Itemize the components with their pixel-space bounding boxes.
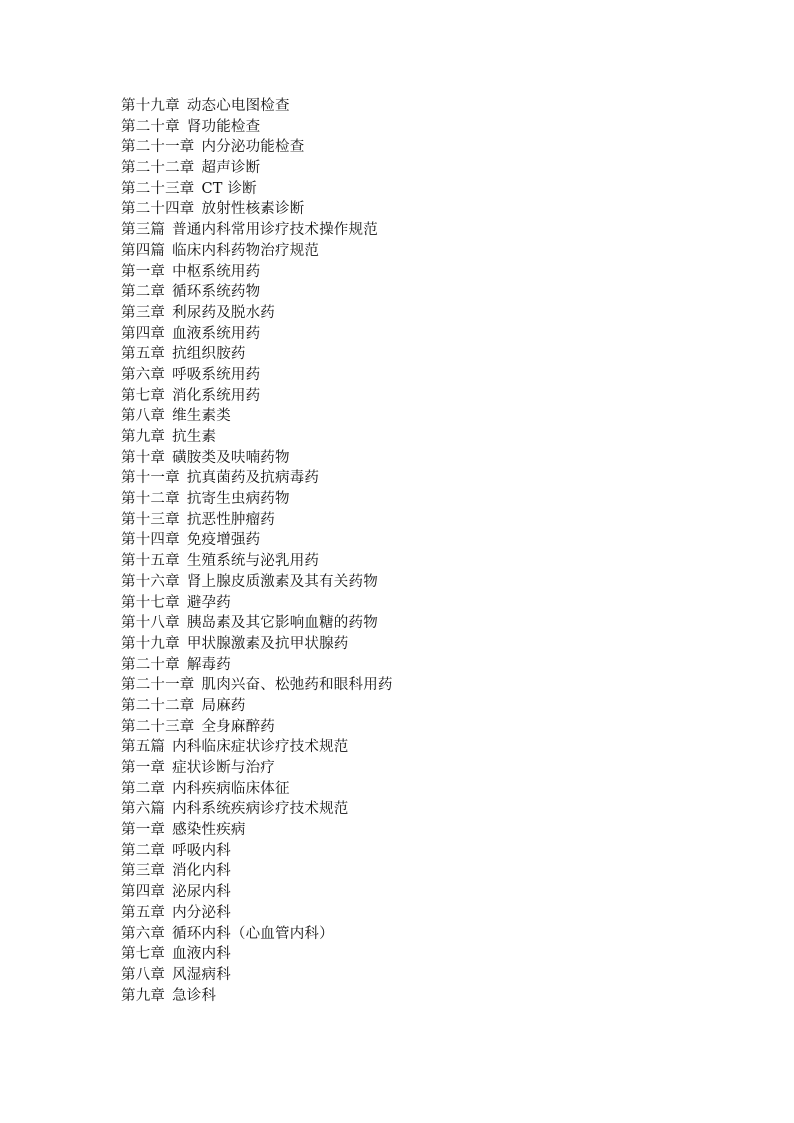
toc-entry [121, 468, 681, 489]
toc-entry-number: 第九章 [121, 987, 166, 1004]
toc-entry-title: 解毒药 [186, 656, 231, 673]
toc-entry-title: 临床内科药物治疗规范 [172, 242, 320, 259]
toc-entry [121, 158, 681, 179]
toc-entry-number: 第二十三章 [121, 180, 195, 197]
toc-entry-number: 第六章 [121, 925, 166, 942]
toc-entry [121, 324, 681, 345]
toc-entry-number: 第四章 [121, 884, 166, 901]
toc-entry [121, 758, 681, 779]
toc-entry-title: 抗生素 [172, 429, 217, 445]
toc-entry-title: 胰岛素及其它影响血糖的药物 [186, 615, 378, 632]
toc-entry [121, 924, 681, 945]
toc-entry-number: 第八章 [121, 966, 166, 983]
toc-entry [121, 655, 681, 676]
toc-entry-number: 第十九章 [121, 635, 180, 652]
toc-entry-title: 抗真菌药及抗病毒药 [186, 470, 320, 487]
toc-entry-number: 第十七章 [121, 594, 180, 611]
toc-entry-title: 内科系统疾病诊疗技术规范 [172, 801, 349, 818]
toc-entry [121, 861, 681, 882]
toc-entry [121, 199, 681, 220]
toc-entry [121, 241, 681, 262]
toc-entry [121, 779, 681, 800]
toc-entry-title: 急诊科 [172, 987, 217, 1004]
toc-entry-title: 内分泌功能检查 [201, 139, 305, 156]
toc-entry [121, 220, 681, 241]
toc-entry-title: 泌尿内科 [172, 884, 231, 901]
toc-entry-number: 第十一章 [121, 470, 180, 487]
toc-entry-number: 第一章 [121, 822, 166, 839]
toc-entry-number: 第二十章 [121, 118, 180, 135]
toc-entry-title: 肾上腺皮质激素及其有关药物 [186, 573, 378, 590]
toc-entry [121, 820, 681, 841]
toc-entry-title: 生殖系统与泌乳用药 [186, 553, 320, 570]
toc-entry-title: 超声诊断 [201, 160, 261, 177]
toc-entry-title: 肾功能检查 [186, 118, 261, 135]
toc-entry-number: 第二章 [121, 284, 166, 301]
toc-entry-number: 第五章 [121, 904, 166, 921]
toc-entry-title: 血液内科 [172, 946, 231, 963]
toc-entry [121, 593, 681, 614]
toc-entry-number: 第十五章 [121, 553, 180, 570]
toc-entry [121, 344, 681, 365]
toc-entry [121, 986, 681, 1007]
toc-entry [121, 675, 681, 696]
toc-entry-number: 第十四章 [121, 532, 180, 549]
toc-entry-title: 循环系统药物 [172, 284, 261, 301]
toc-entry-title: 内科临床症状诊疗技术规范 [172, 739, 349, 756]
toc-entry-title: 抗组织胺药 [172, 346, 246, 363]
toc-entry [121, 530, 681, 551]
toc-entry [121, 303, 681, 324]
toc-entry-title: 动态心电图检查 [186, 98, 290, 114]
toc-entry-number: 第一章 [121, 263, 166, 280]
toc-entry [121, 903, 681, 924]
toc-entry [121, 882, 681, 903]
toc-entry-title: 呼吸内科 [172, 842, 231, 859]
toc-entry [121, 489, 681, 510]
toc-entry-title: CT 诊断 [201, 180, 257, 197]
toc-entry-title: 抗寄生虫病药物 [186, 491, 290, 508]
toc-entry [121, 510, 681, 531]
toc-entry-number: 第五篇 [121, 739, 166, 756]
toc-entry-number: 第三章 [121, 304, 166, 321]
toc-entry [121, 944, 681, 965]
toc-entry [121, 427, 681, 448]
toc-entry [121, 965, 681, 986]
toc-entry-title: 内分泌科 [172, 904, 231, 921]
toc-entry-number: 第十章 [121, 449, 166, 466]
toc-entry-title: 呼吸系统用药 [172, 366, 261, 383]
toc-entry-title: 维生素类 [172, 408, 231, 425]
toc-entry-number: 第十三章 [121, 511, 180, 528]
toc-entry-title: 放射性核素诊断 [201, 201, 305, 218]
toc-entry-title: 抗恶性肿瘤药 [186, 511, 276, 528]
toc-entry [121, 634, 681, 655]
toc-entry-number: 第二十一章 [121, 139, 195, 156]
toc-entry-title: 循环内科（心血管内科） [172, 925, 334, 942]
toc-entry-title: 风湿病科 [172, 966, 231, 983]
toc-entry-number: 第二十四章 [121, 201, 195, 218]
toc-entry [121, 613, 681, 634]
toc-entry [121, 448, 681, 469]
toc-entry [121, 841, 681, 862]
toc-entry-number: 第六篇 [121, 801, 166, 818]
toc-entry-number: 第七章 [121, 387, 166, 404]
toc-entry-title: 甲状腺激素及抗甲状腺药 [186, 635, 349, 652]
toc-entry-title: 肌肉兴奋、松弛药和眼科用药 [201, 677, 393, 694]
toc-entry-number: 第三章 [121, 863, 166, 880]
toc-entry [121, 799, 681, 820]
toc-entry-number: 第二十章 [121, 656, 180, 673]
toc-entry-title: 中枢系统用药 [172, 263, 261, 280]
toc-entry [121, 386, 681, 407]
toc-entry-title: 利尿药及脱水药 [172, 304, 276, 321]
toc-entry [121, 572, 681, 593]
toc-entry [121, 737, 681, 758]
toc-entry-title: 磺胺类及呋喃药物 [172, 449, 290, 466]
toc-entry-number: 第十九章 [121, 98, 180, 114]
toc-entry-number: 第四章 [121, 325, 166, 342]
toc-entry-number: 第十二章 [121, 491, 180, 508]
toc-entry-number: 第二十三章 [121, 718, 195, 735]
toc-entry [121, 717, 681, 738]
toc-entry [121, 137, 681, 158]
toc-entry-number: 第二章 [121, 842, 166, 859]
toc-entry-title: 免疫增强药 [186, 532, 261, 549]
toc-entry [121, 282, 681, 303]
table-of-contents [121, 96, 681, 1006]
toc-entry-number: 第二章 [121, 780, 166, 797]
toc-entry-number: 第二十二章 [121, 697, 195, 714]
toc-entry-number: 第十八章 [121, 615, 180, 632]
toc-entry-number: 第七章 [121, 946, 166, 963]
toc-entry-number: 第八章 [121, 408, 166, 425]
toc-entry-number: 第三篇 [121, 222, 166, 239]
toc-entry [121, 117, 681, 138]
toc-entry [121, 179, 681, 200]
toc-entry-number: 第九章 [121, 429, 166, 445]
toc-entry-title: 消化内科 [172, 863, 231, 880]
toc-entry-title: 症状诊断与治疗 [172, 760, 276, 776]
toc-entry-title: 避孕药 [186, 594, 231, 611]
toc-entry [121, 96, 681, 117]
toc-entry-number: 第二十二章 [121, 160, 195, 177]
toc-entry-title: 普通内科常用诊疗技术操作规范 [172, 222, 378, 239]
toc-entry-number: 第十六章 [121, 573, 180, 590]
toc-entry [121, 551, 681, 572]
toc-entry [121, 406, 681, 427]
toc-entry-number: 第五章 [121, 346, 166, 363]
toc-entry-number: 第一章 [121, 760, 166, 776]
toc-entry-number: 第二十一章 [121, 677, 195, 694]
toc-entry [121, 696, 681, 717]
toc-entry-title: 血液系统用药 [172, 325, 261, 342]
toc-entry [121, 365, 681, 386]
toc-entry-number: 第六章 [121, 366, 166, 383]
toc-entry-title: 消化系统用药 [172, 387, 261, 404]
toc-entry-title: 局麻药 [201, 697, 246, 714]
toc-entry-title: 全身麻醉药 [201, 718, 275, 735]
toc-entry-title: 感染性疾病 [172, 822, 246, 839]
toc-entry-number: 第四篇 [121, 242, 166, 259]
toc-entry [121, 262, 681, 283]
toc-entry-title: 内科疾病临床体征 [172, 780, 290, 797]
